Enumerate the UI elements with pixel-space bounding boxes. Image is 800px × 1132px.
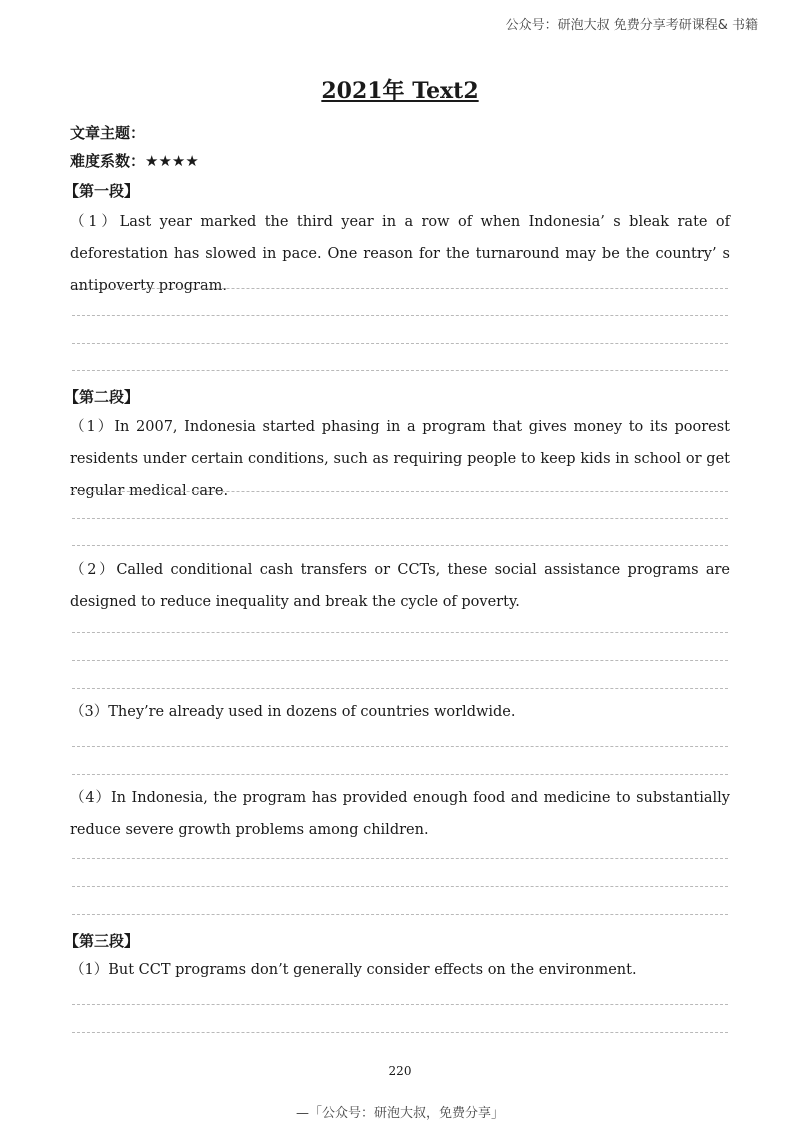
section-2-label: 【第二段】 <box>64 388 140 406</box>
sentence-2-2: （2）Called conditional cash transfers or CCTs, these social assistance programs are designed to reduce inequality and break the cycle of poverty. <box>70 562 730 610</box>
writing-line <box>72 774 728 775</box>
page-number: 220 <box>388 1064 412 1078</box>
section-3-label: 【第三段】 <box>64 932 140 950</box>
writing-line <box>72 886 728 887</box>
writing-line <box>72 858 728 859</box>
section-1-label: 【第一段】 <box>64 182 140 200</box>
difficulty-label: 难度系数： <box>70 152 146 170</box>
writing-line <box>72 370 728 371</box>
sentence-1-1: （1）Last year marked the third year in a row of when Indonesia’ s bleak rate of deforestation has slowed in pace. One reason for the turnaround may be the country’ s antipoverty program. <box>70 214 730 294</box>
writing-line <box>72 343 728 344</box>
sentence-2-3: （3）They’re already used in dozens of countries worldwide. <box>70 704 516 720</box>
sentence-2-1: （1）In 2007, Indonesia started phasing in a program that gives money to its poorest residents under certain conditions, such as requiring people to keep kids in school or get regular medical care. <box>70 419 730 499</box>
writing-line <box>72 746 728 747</box>
difficulty-row <box>70 150 199 171</box>
topic-label: 文章主题： <box>70 124 146 142</box>
writing-line <box>72 288 728 289</box>
writing-line <box>72 632 728 633</box>
writing-line <box>72 545 728 546</box>
difficulty-stars: ★★★★ <box>145 152 199 170</box>
writing-line <box>72 491 728 492</box>
writing-line <box>72 315 728 316</box>
writing-line <box>72 688 728 689</box>
page-title: 2021年 Text2 <box>321 78 479 104</box>
writing-line <box>72 914 728 915</box>
writing-line <box>72 1004 728 1005</box>
header-note: 公众号：研泡大叔 免费分享考研课程& 书籍 <box>505 18 758 33</box>
sentence-3-1: （1）But CCT programs don’t generally consider effects on the environment. <box>70 962 637 978</box>
writing-line <box>72 518 728 519</box>
writing-line <box>72 1032 728 1033</box>
sentence-2-4: （4）In Indonesia, the program has provided enough food and medicine to substantially reduce severe growth problems among children. <box>70 790 730 838</box>
footer-note: —「公众号：研泡大叔，免费分享」 <box>295 1106 504 1121</box>
writing-line <box>72 660 728 661</box>
